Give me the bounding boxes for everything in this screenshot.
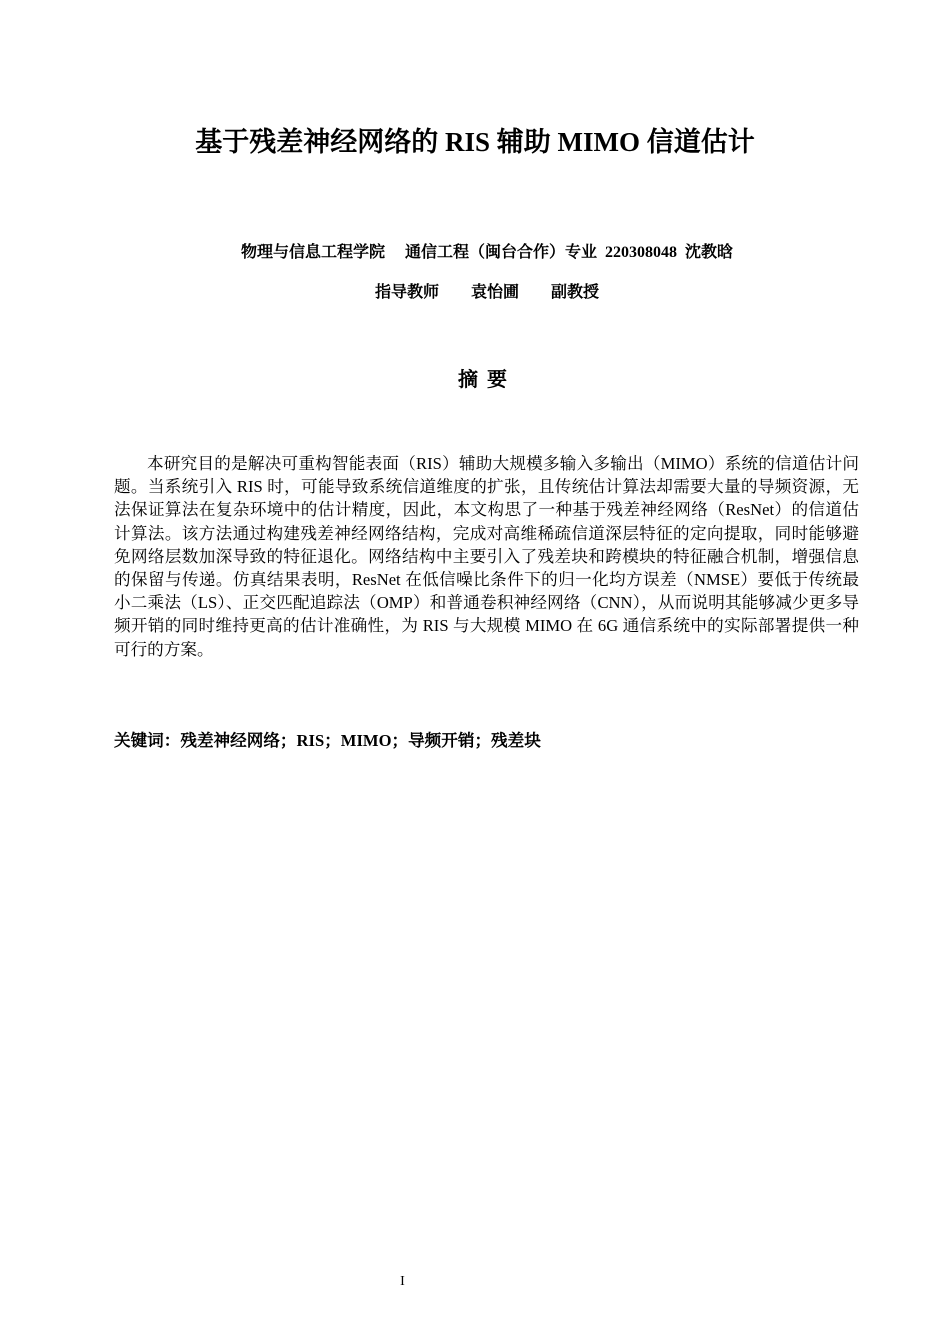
school-name: 物理与信息工程学院	[240, 244, 385, 261]
keywords-line: 关键词：残差神经网络；RIS；MIMO；导频开销；残差块	[114, 731, 541, 750]
author-line	[0, 241, 950, 265]
document-title: 基于残差神经网络的 RIS 辅助 MIMO 信道估计	[195, 127, 755, 157]
advisor-rank: 副教授	[551, 284, 600, 301]
abstract-heading: 摘要	[458, 367, 516, 391]
advisor-line	[0, 281, 950, 305]
advisor-name: 袁怡圃	[470, 284, 519, 301]
page-number: I	[400, 1274, 405, 1289]
abstract-body: 本研究目的是解决可重构智能表面（RIS）辅助大规模多输入多输出（MIMO）系统的信道估计问题。当系统引入 RIS 时，可能导致系统信道维度的扩张，且传统估计算法却需要大量的导频资源，无法保证算法在复杂环境中的估计精度，因此，本文构思了一种基于残差神经网络（ResNet）的信道估计算法。该方法通过构建残差神经网络结构，完成对高维稀疏信道深层特征的定向提取，同时能够避免网络层数加深导致的特征退化。网络结构中主要引入了残差块和跨模块的特征融合机制，增强信息的保留与传递。仿真结果表明，ResNet 在低信噪比条件下的归一化均方误差（NMSE）要低于传统最小二乘法（LS）、正交匹配追踪法（OMP）和普通卷积神经网络（CNN），从而说明其能够减少更多导频开销的同时维持更高的估计准确性，为 RIS 与大规模 MIMO 在 6G 通信系统中的实际部署提供一种可行的方案。	[114, 454, 859, 659]
advisor-label: 指导教师	[374, 284, 439, 301]
student-name: 沈教晗	[685, 244, 734, 261]
major-name: 通信工程（闽台合作）专业	[404, 244, 597, 261]
student-id: 220308048	[605, 244, 677, 261]
